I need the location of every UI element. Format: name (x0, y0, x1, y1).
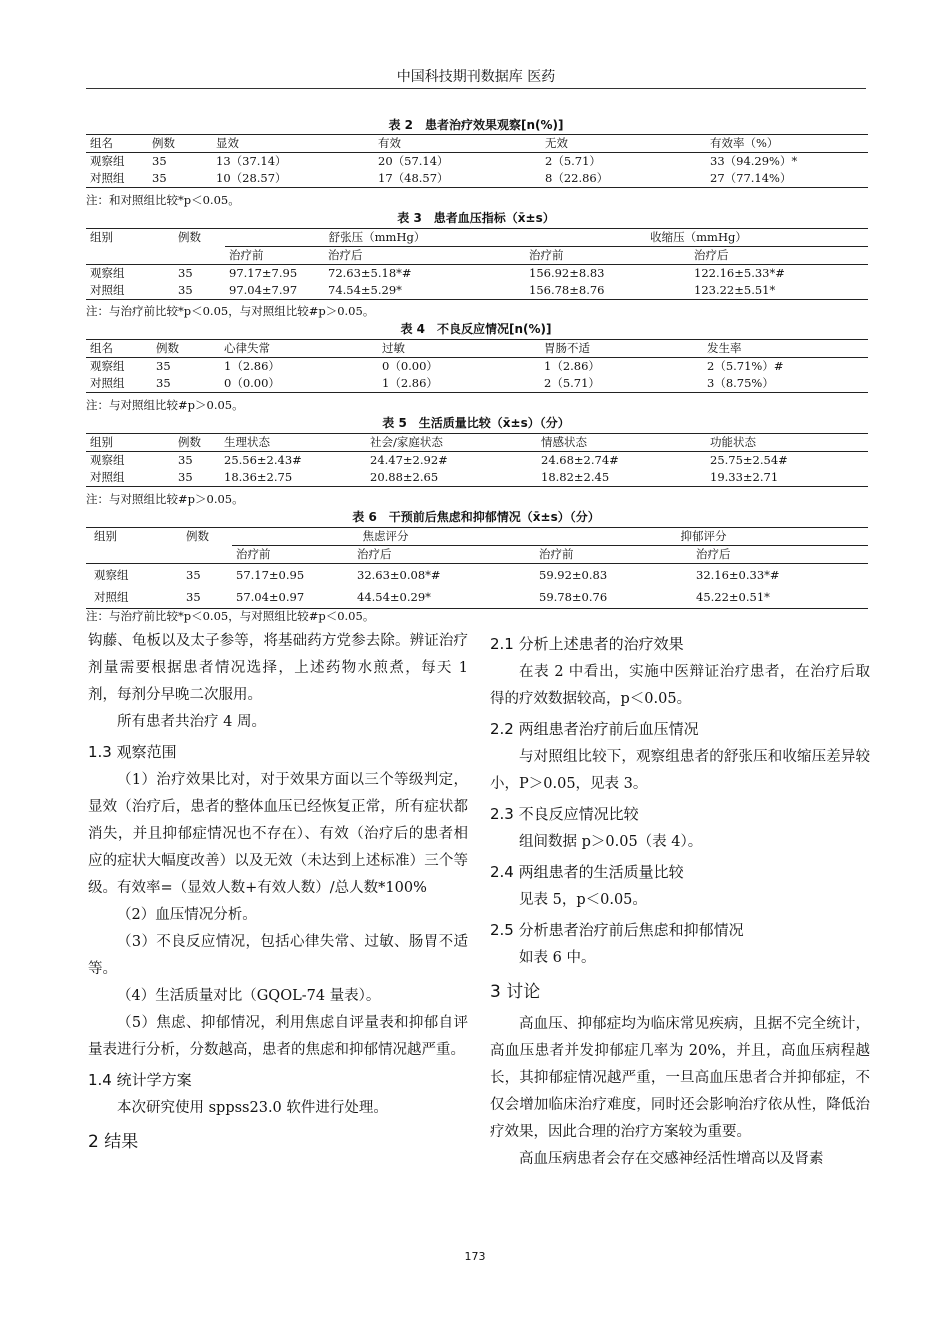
section-heading-2-3: 2.3 不良反应情况比较 (490, 805, 639, 823)
table3-caption: 表 3 患者血压指标（x̄±s） (397, 211, 555, 225)
table6-cell: 对照组 (86, 586, 182, 609)
table4-cell: 1（2.86） (220, 358, 378, 376)
table5-header-cell: 组别 (86, 434, 174, 452)
paragraph: 组间数据 p＞0.05（表 4）。 (519, 834, 703, 850)
table3-cell: 观察组 (86, 265, 174, 283)
table2-cell: 13（37.14） (212, 153, 374, 171)
paragraph: （4）生活质量对比（GQOL-74 量表）。 (117, 988, 381, 1004)
section-heading-2-1: 2.1 分析上述患者的治疗效果 (490, 635, 684, 653)
table2-note: 注：和对照组比较*p＜0.05。 (86, 193, 240, 207)
table4-cell: 2（5.71%）# (703, 358, 868, 376)
table-row (86, 265, 868, 283)
table2-cell: 20（57.14） (374, 153, 541, 171)
section-heading-2-5: 2.5 分析患者治疗前后焦虑和抑郁情况 (490, 921, 744, 939)
table5-cell: 24.47±2.92# (366, 452, 537, 470)
table6-cell: 57.04±0.97 (232, 586, 353, 609)
table6 (86, 527, 868, 609)
table4-note: 注：与对照组比较#p＞0.05。 (86, 398, 244, 412)
table5-header-cell: 功能状态 (706, 434, 868, 452)
table2-cell: 35 (148, 170, 212, 188)
table3-cell: 97.04±7.97 (225, 282, 324, 300)
table2-cell: 33（94.29%）* (706, 153, 868, 171)
paragraph: （3）不良反应情况，包括心律失常、过敏、肠胃不适等。 (88, 934, 468, 977)
table2 (86, 134, 868, 188)
table2-cell: 对照组 (86, 170, 148, 188)
table-row (86, 170, 868, 188)
table2-cell: 2（5.71） (541, 153, 706, 171)
table3-cell: 97.17±7.95 (225, 265, 324, 283)
table2-caption: 表 2 患者治疗效果观察[n(%)] (388, 118, 564, 132)
table2-header-cell: 有效 (374, 135, 541, 153)
paragraph: 高血压、抑郁症均为临床常见疾病，且据不完全统计，高血压患者并发抑郁症几率为 20%，并且，高血压病程越长，其抑郁症情况越严重，一旦高血压患者合并抑郁症，不仅会增加临床治疗难度，同时还会影响治疗依从性，降低治疗效果，因此合理的治疗方案较为重要。 (490, 1016, 870, 1140)
table4-header-cell: 例数 (152, 340, 220, 358)
table6-subheader: 治疗前 (232, 546, 353, 564)
table5-cell: 观察组 (86, 452, 174, 470)
table3-cell: 35 (174, 282, 225, 300)
table6-header-group: 组别 (86, 528, 182, 546)
table6-cell: 32.16±0.33*# (692, 564, 868, 587)
table5-cell: 19.33±2.71 (706, 469, 868, 487)
table6-cell: 观察组 (86, 564, 182, 587)
paragraph: 钩藤、龟板以及太子参等，将基础药方党参去除。辨证治疗剂量需要根据患者情况选择，上述药物水煎煮，每天 1 剂，每剂分早晚二次服用。 (88, 633, 468, 703)
table4-cell: 1（2.86） (540, 358, 703, 376)
table6-cell: 59.78±0.76 (535, 586, 692, 609)
paragraph: 所有患者共治疗 4 周。 (117, 714, 266, 730)
table3-cell: 122.16±5.33*# (690, 265, 868, 283)
paragraph: 如表 6 中。 (519, 950, 596, 966)
table2-cell: 27（77.14%） (706, 170, 868, 188)
table3-subheader: 治疗后 (690, 247, 868, 265)
table3-subheader: 治疗前 (525, 247, 690, 265)
table2-header-cell: 例数 (148, 135, 212, 153)
table6-cell: 32.63±0.08*# (353, 564, 535, 587)
table6-cell: 35 (182, 564, 232, 587)
table6-header-depression: 抑郁评分 (535, 528, 868, 546)
table4-cell: 0（0.00） (220, 375, 378, 393)
table5-cell: 35 (174, 469, 220, 487)
table5-header-cell: 生理状态 (220, 434, 366, 452)
table2-header-cell: 显效 (212, 135, 374, 153)
table-row (86, 282, 868, 300)
table-row (86, 564, 868, 587)
table3-subheader: 治疗前 (225, 247, 324, 265)
table3-cell: 35 (174, 265, 225, 283)
table5-cell: 18.36±2.75 (220, 469, 366, 487)
table4 (86, 339, 868, 393)
table6-cell: 59.92±0.83 (535, 564, 692, 587)
section-heading-2-2: 2.2 两组患者治疗前后血压情况 (490, 720, 699, 738)
table3-header-diastolic: 舒张压（mmHg） (225, 229, 525, 247)
table-row (86, 153, 868, 171)
table5 (86, 433, 868, 487)
table-row (86, 358, 868, 376)
page-number: 173 (464, 1250, 486, 1263)
paragraph: （1）治疗效果比对，对于效果方面以三个等级判定，显效（治疗后，患者的整体血压已经恢复正常，所有症状都消失，并且抑郁症情况也不存在）、有效（治疗后的患者相应的症状大幅度改善）以及无效（未达到上述标准）三个等级。有效率=（显效人数+有效人数）/总人数*100% (88, 772, 468, 896)
table4-header-cell: 组名 (86, 340, 152, 358)
table4-cell: 35 (152, 358, 220, 376)
table4-cell: 2（5.71） (540, 375, 703, 393)
table2-header-cell: 有效率（%） (706, 135, 868, 153)
table4-cell: 35 (152, 375, 220, 393)
paragraph: 在表 2 中看出，实施中医辩证治疗患者，在治疗后取得的疗效数据较高，p＜0.05。 (490, 664, 870, 707)
paragraph: 高血压病患者会存在交感神经活性增高以及肾素 (519, 1151, 824, 1167)
running-header: 中国科技期刊数据库 医药 (396, 69, 556, 85)
table5-cell: 25.56±2.43# (220, 452, 366, 470)
table3-cell: 对照组 (86, 282, 174, 300)
table-row (86, 452, 868, 470)
table2-cell: 8（22.86） (541, 170, 706, 188)
table3-note: 注：与治疗前比较*p＜0.05，与对照组比较#p＞0.05。 (86, 304, 375, 318)
table5-cell: 35 (174, 452, 220, 470)
table6-cell: 45.22±0.51* (692, 586, 868, 609)
table3-cell: 156.78±8.76 (525, 282, 690, 300)
table5-cell: 24.68±2.74# (537, 452, 706, 470)
table6-cell: 57.17±0.95 (232, 564, 353, 587)
table5-header-cell: 情感状态 (537, 434, 706, 452)
paragraph: 见表 5，p＜0.05。 (519, 892, 647, 908)
table5-caption: 表 5 生活质量比较（x̄±s）（分） (382, 416, 570, 430)
table4-cell: 对照组 (86, 375, 152, 393)
section-heading-3: 3 讨论 (490, 982, 541, 1002)
section-heading-1-3: 1.3 观察范围 (88, 743, 177, 761)
table2-header-cell: 无效 (541, 135, 706, 153)
paragraph: 与对照组比较下，观察组患者的舒张压和收缩压差异较小，P＞0.05，见表 3。 (490, 749, 870, 792)
table3-subheader: 治疗后 (324, 247, 525, 265)
table6-subheader: 治疗前 (535, 546, 692, 564)
table4-header-cell: 胃肠不适 (540, 340, 703, 358)
table3-header-group: 组别 (86, 229, 174, 247)
table6-caption: 表 6 干预前后焦虑和抑郁情况（x̄±s）（分） (352, 510, 600, 524)
table2-cell: 35 (148, 153, 212, 171)
right-column (490, 628, 870, 1173)
paragraph: （2）血压情况分析。 (117, 907, 257, 923)
table5-cell: 18.82±2.45 (537, 469, 706, 487)
table3 (86, 228, 868, 300)
table3-header-systolic: 收缩压（mmHg） (525, 229, 868, 247)
table5-cell: 对照组 (86, 469, 174, 487)
table4-cell: 观察组 (86, 358, 152, 376)
table6-header-n: 例数 (182, 528, 232, 546)
section-heading-2-4: 2.4 两组患者的生活质量比较 (490, 863, 684, 881)
table4-header-cell: 发生率 (703, 340, 868, 358)
table6-cell: 44.54±0.29* (353, 586, 535, 609)
table5-cell: 20.88±2.65 (366, 469, 537, 487)
table4-header-cell: 过敏 (378, 340, 540, 358)
table3-cell: 156.92±8.83 (525, 265, 690, 283)
table4-cell: 1（2.86） (378, 375, 540, 393)
table5-header-cell: 例数 (174, 434, 220, 452)
section-heading-1-4: 1.4 统计学方案 (88, 1071, 192, 1089)
table4-header-cell: 心律失常 (220, 340, 378, 358)
table3-cell: 123.22±5.51* (690, 282, 868, 300)
header-rule (86, 88, 866, 89)
paragraph: 本次研究使用 sppss23.0 软件进行处理。 (117, 1100, 388, 1116)
paragraph: （5）焦虑、抑郁情况，利用焦虑自评量表和抑郁自评量表进行分析，分数越高，患者的焦虑和抑郁情况越严重。 (88, 1015, 468, 1058)
table2-cell: 17（48.57） (374, 170, 541, 188)
table5-cell: 25.75±2.54# (706, 452, 868, 470)
table4-caption: 表 4 不良反应情况[n(%)] (400, 322, 552, 336)
table2-cell: 观察组 (86, 153, 148, 171)
left-column (88, 628, 468, 1161)
table4-cell: 3（8.75%） (703, 375, 868, 393)
table3-cell: 72.63±5.18*# (324, 265, 525, 283)
table5-header-cell: 社会/家庭状态 (366, 434, 537, 452)
table3-header-n: 例数 (174, 229, 225, 247)
table-row (86, 586, 868, 609)
table6-subheader: 治疗后 (692, 546, 868, 564)
section-heading-2: 2 结果 (88, 1132, 139, 1152)
table2-header-cell: 组名 (86, 135, 148, 153)
table3-cell: 74.54±5.29* (324, 282, 525, 300)
table-row (86, 375, 868, 393)
table6-header-anxiety: 焦虑评分 (232, 528, 535, 546)
table5-note: 注：与对照组比较#p＞0.05。 (86, 492, 244, 506)
table6-note: 注：与治疗前比较*p＜0.05，与对照组比较#p＜0.05。 (86, 609, 375, 623)
table4-cell: 0（0.00） (378, 358, 540, 376)
table-row (86, 469, 868, 487)
table2-cell: 10（28.57） (212, 170, 374, 188)
table6-subheader: 治疗后 (353, 546, 535, 564)
table6-cell: 35 (182, 586, 232, 609)
